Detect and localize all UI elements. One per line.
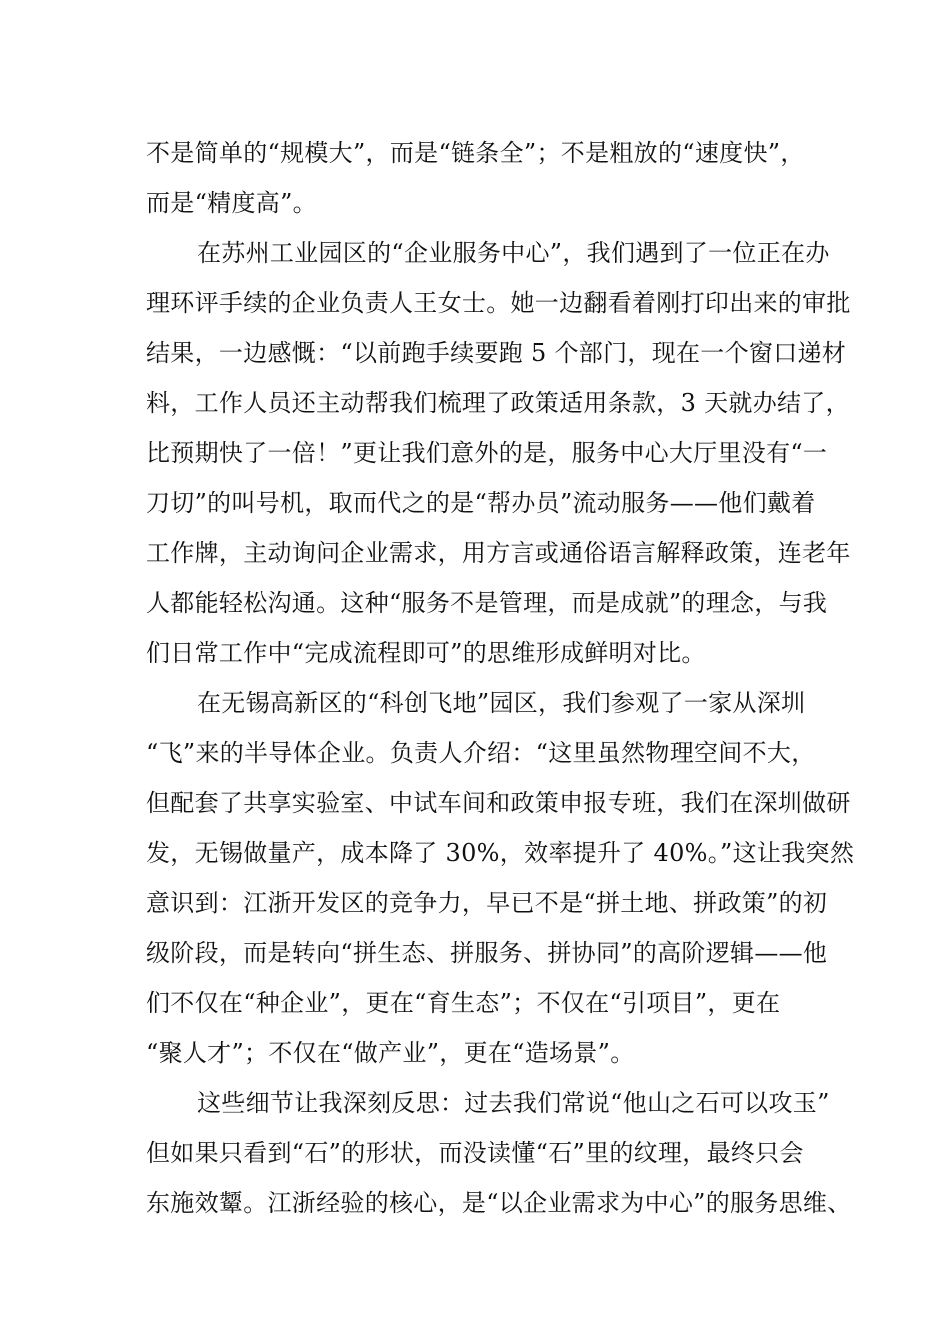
text-line: 人都能轻松沟通。这种“服务不是管理，而是成就”的理念，与我	[146, 589, 828, 617]
text-line: 但配套了共享实验室、中试车间和政策申报专班，我们在深圳做研	[146, 789, 851, 817]
text-line: 料，工作人员还主动帮我们梳理了政策适用条款，3 天就办结了，	[146, 389, 850, 417]
text-line: 而是“精度高”。	[146, 189, 317, 217]
text-line: 意识到：江浙开发区的竞争力，早已不是“拼土地、拼政策”的初	[146, 889, 828, 917]
text-line: 比预期快了一倍！”更让我们意外的是，服务中心大厅里没有“一	[146, 439, 828, 467]
text-line: 刀切”的叫号机，取而代之的是“帮办员”流动服务——他们戴着	[146, 489, 816, 517]
text-line: 理环评手续的企业负责人王女士。她一边翻看着刚打印出来的审批	[146, 289, 851, 317]
text-line: 们不仅在“种企业”，更在“育生态”；不仅在“引项目”，更在	[146, 989, 781, 1017]
paragraph-start-line: 在无锡高新区的“科创飞地”园区，我们参观了一家从深圳	[197, 689, 806, 717]
text-line: “飞”来的半导体企业。负责人介绍：“这里虽然物理空间不大，	[146, 739, 816, 767]
text-line: “聚人才”；不仅在“做产业”，更在“造场景”。	[146, 1039, 635, 1067]
text-line: 发，无锡做量产，成本降了 30%，效率提升了 40%。”这让我突然	[146, 839, 855, 867]
text-line: 们日常工作中“完成流程即可”的思维形成鲜明对比。	[146, 639, 706, 667]
text-line: 但如果只看到“石”的形状，而没读懂“石”里的纹理，最终只会	[146, 1139, 804, 1167]
text-line: 不是简单的“规模大”，而是“链条全”；不是粗放的“速度快”，	[146, 139, 805, 167]
text-line: 级阶段，而是转向“拼生态、拼服务、拼协同”的高阶逻辑——他	[146, 939, 828, 967]
text-line: 工作牌，主动询问企业需求，用方言或通俗语言解释政策，连老年	[146, 539, 851, 567]
text-line: 东施效颦。江浙经验的核心，是“以企业需求为中心”的服务思维、	[146, 1189, 852, 1217]
paragraph-start-line: 在苏州工业园区的“企业服务中心”，我们遇到了一位正在办	[197, 239, 830, 267]
text-line: 结果，一边感慨：“以前跑手续要跑 5 个部门，现在一个窗口递材	[146, 339, 847, 367]
paragraph-start-line: 这些细节让我深刻反思：过去我们常说“他山之石可以攻玉”	[197, 1089, 830, 1117]
